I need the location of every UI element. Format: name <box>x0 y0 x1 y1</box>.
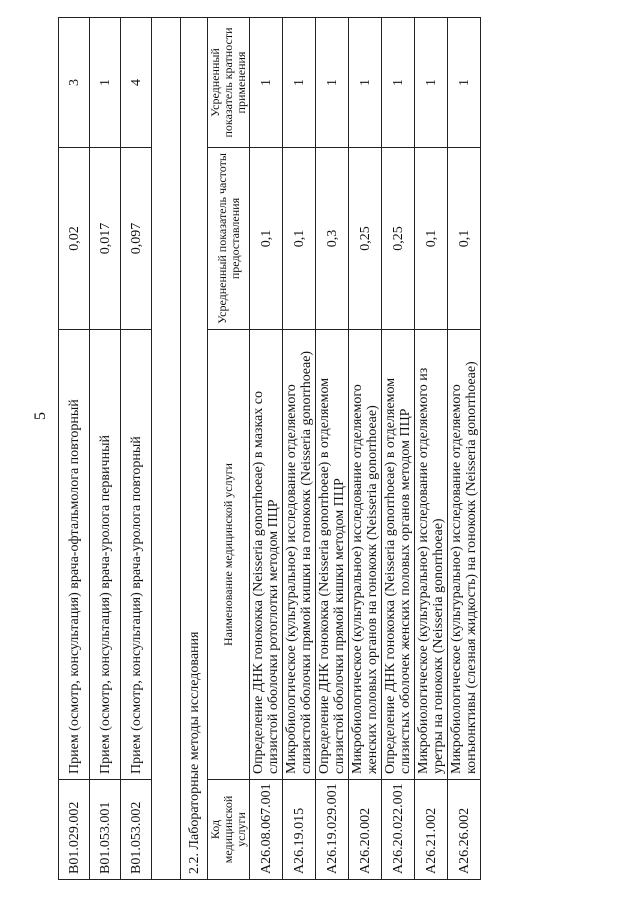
service-code: B01.053.002 <box>121 780 152 880</box>
multiplicity-value: 4 <box>121 18 152 148</box>
service-code: A26.20.022.001 <box>382 780 415 880</box>
multiplicity-value: 1 <box>382 18 415 148</box>
frequency-value: 0,017 <box>90 148 121 330</box>
service-code: A26.19.029.001 <box>316 780 349 880</box>
frequency-value: 0,25 <box>382 148 415 330</box>
services-table <box>58 17 481 880</box>
table-row <box>448 18 481 880</box>
service-code: B01.053.001 <box>90 780 121 880</box>
service-code: A26.20.002 <box>349 780 382 880</box>
rotated-page-content <box>58 12 586 880</box>
multiplicity-value: 3 <box>59 18 90 148</box>
consultation-rows <box>59 18 152 880</box>
header-name: Наименование медицинской услуги <box>208 330 250 780</box>
frequency-value: 0,25 <box>349 148 382 330</box>
multiplicity-value: 1 <box>283 18 316 148</box>
service-name: Микробиологическое (культуральное) исследование отделяемого женских половых органов на гонококк (Neisseria gonorrhoeae) <box>349 330 382 780</box>
table-header-row <box>208 18 250 880</box>
table-row <box>415 18 448 880</box>
section-row <box>181 18 208 880</box>
frequency-value: 0,097 <box>121 148 152 330</box>
frequency-value: 0,1 <box>250 148 283 330</box>
frequency-value: 0,1 <box>415 148 448 330</box>
header-code: Код медицинской услуги <box>208 780 250 880</box>
multiplicity-value: 1 <box>90 18 121 148</box>
table-row <box>250 18 283 880</box>
table-row <box>316 18 349 880</box>
table-row <box>349 18 382 880</box>
page-number: 5 <box>32 412 49 420</box>
service-name: Определение ДНК гонококка (Neisseria gonorrhoeae) в отделяемом слизистых оболочек женских половых органов методом ПЦР <box>382 330 415 780</box>
lab-test-rows <box>250 18 481 880</box>
service-name: Прием (осмотр, консультация) врача-офтальмолога повторный <box>59 330 90 780</box>
service-name: Микробиологическое (культуральное) исследование отделяемого из уретры на гонококк (Neisseria gonorrhoeae) <box>415 330 448 780</box>
frequency-value: 0,02 <box>59 148 90 330</box>
blank-row <box>152 18 181 880</box>
service-name: Прием (осмотр, консультация) врача-уролога первичный <box>90 330 121 780</box>
frequency-value: 0,1 <box>283 148 316 330</box>
service-name: Микробиологическое (культуральное) исследование отделяемого конъюнктивы (слезная жидкость) на гонококк (Neisseria gonorrhoeae) <box>448 330 481 780</box>
multiplicity-value: 1 <box>250 18 283 148</box>
service-name: Определение ДНК гонококка (Neisseria gonorrhoeae) в отделяемом слизистой оболочки прямой кишки методом ПЦР <box>316 330 349 780</box>
table-row <box>382 18 415 880</box>
multiplicity-value: 1 <box>349 18 382 148</box>
table-row <box>59 18 90 880</box>
multiplicity-value: 1 <box>448 18 481 148</box>
multiplicity-value: 1 <box>415 18 448 148</box>
table-row <box>90 18 121 880</box>
frequency-value: 0,3 <box>316 148 349 330</box>
multiplicity-value: 1 <box>316 18 349 148</box>
service-code: A26.08.067.001 <box>250 780 283 880</box>
header-multiplicity: Усредненный показатель кратности применения <box>208 18 250 148</box>
service-code: A26.21.002 <box>415 780 448 880</box>
section-title: 2.2. Лабораторные методы исследования <box>181 18 208 880</box>
table-row <box>283 18 316 880</box>
service-code: A26.26.002 <box>448 780 481 880</box>
service-name: Микробиологическое (культуральное) исследование отделяемого слизистой оболочки прямой кишки на гонококк (Neisseria gonorrhoeae) <box>283 330 316 780</box>
service-name: Прием (осмотр, консультация) врача-уролога повторный <box>121 330 152 780</box>
service-code: B01.029.002 <box>59 780 90 880</box>
table-row <box>121 18 152 880</box>
header-frequency: Усредненный показатель частоты предоставления <box>208 148 250 330</box>
service-code: A26.19.015 <box>283 780 316 880</box>
service-name: Определение ДНК гонококка (Neisseria gonorrhoeae) в мазках со слизистой оболочки ротоглотки методом ПЦР <box>250 330 283 780</box>
frequency-value: 0,1 <box>448 148 481 330</box>
